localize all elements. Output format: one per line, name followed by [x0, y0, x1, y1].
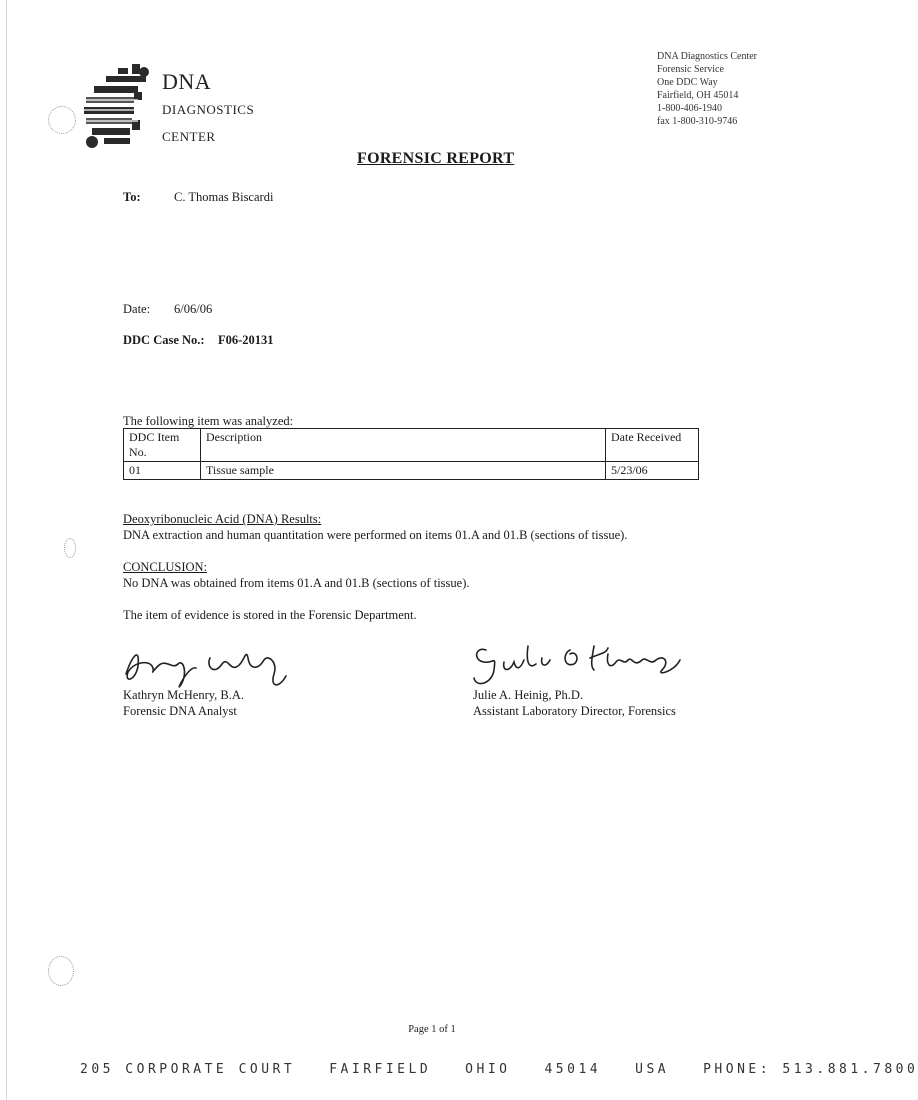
cell-date-received: 5/23/06	[606, 462, 699, 480]
case-number-label: DDC Case No.:	[123, 333, 205, 347]
punch-hole-mark	[48, 106, 76, 134]
company-address-block	[657, 50, 757, 128]
address-phone: 1-800-406-1940	[657, 103, 722, 114]
footer-state: OHIO	[465, 1062, 511, 1077]
items-table	[123, 428, 699, 480]
to-label: To:	[123, 190, 141, 204]
address-city: Fairfield, OH 45014	[657, 90, 739, 101]
signatory-2-title: Assistant Laboratory Director, Forensics	[473, 704, 676, 718]
signatory-1-block	[123, 687, 244, 719]
page-number: Page 1 of 1	[408, 1024, 456, 1035]
header-date-received: Date Received	[606, 429, 699, 462]
punch-hole-mark	[64, 538, 76, 558]
letterhead-footer	[80, 1062, 918, 1077]
table-row	[124, 462, 699, 480]
date-value: 6/06/06	[174, 302, 213, 316]
address-fax: fax 1-800-310-9746	[657, 116, 738, 127]
footer-zip: 45014	[544, 1062, 602, 1077]
results-text: DNA extraction and human quantitation were performed on items 01.A and 01.B (sections of tissue).	[123, 528, 628, 542]
to-value: C. Thomas Biscardi	[174, 190, 274, 204]
footer-city: FAIRFIELD	[329, 1062, 432, 1077]
signature-heinig-image	[466, 636, 696, 692]
results-section	[123, 511, 627, 543]
conclusion-text: No DNA was obtained from items 01.A and 01.B (sections of tissue).	[123, 576, 470, 590]
signatory-1-name: Kathryn McHenry, B.A.	[123, 688, 245, 702]
scan-edge-line	[6, 0, 7, 1100]
logo-line-2	[162, 95, 254, 122]
items-intro: The following item was analyzed:	[123, 414, 294, 428]
storage-statement: The item of evidence is stored in the Forensic Department.	[123, 608, 417, 622]
date-label: Date:	[123, 302, 151, 316]
results-heading: Deoxyribonucleic Acid (DNA) Results:	[123, 512, 322, 526]
cell-description: Tissue sample	[201, 462, 606, 480]
footer-street: 205 CORPORATE COURT	[80, 1062, 296, 1077]
address-department: Forensic Service	[657, 64, 724, 75]
case-number-value: F06-20131	[218, 333, 274, 347]
footer-country: USA	[635, 1062, 670, 1077]
logo-wordmark	[162, 68, 254, 149]
footer-phone: PHONE: 513.881.7800	[703, 1062, 918, 1077]
logo-line-3-text: center	[162, 125, 216, 146]
address-street: One DDC Way	[657, 77, 718, 88]
signatory-2-name: Julie A. Heinig, Ph.D.	[473, 688, 584, 702]
dna-helix-logo-icon	[78, 62, 158, 152]
signatory-1-title: Forensic DNA Analyst	[123, 704, 237, 718]
header-item-no: DDC Item No.	[124, 429, 201, 462]
punch-hole-mark	[48, 956, 74, 986]
conclusion-section	[123, 559, 469, 591]
logo-line-3	[162, 122, 254, 149]
logo-line-1: DNA	[162, 69, 212, 94]
report-title: FORENSIC REPORT	[357, 150, 515, 167]
header-description: Description	[201, 429, 606, 462]
address-company-name: DNA Diagnostics Center	[657, 51, 757, 62]
conclusion-heading: CONCLUSION:	[123, 560, 208, 574]
logo-line-2-text: diagnostics	[162, 98, 255, 119]
signatory-2-block	[473, 687, 676, 719]
cell-item-no: 01	[124, 462, 201, 480]
table-header-row	[124, 429, 699, 462]
